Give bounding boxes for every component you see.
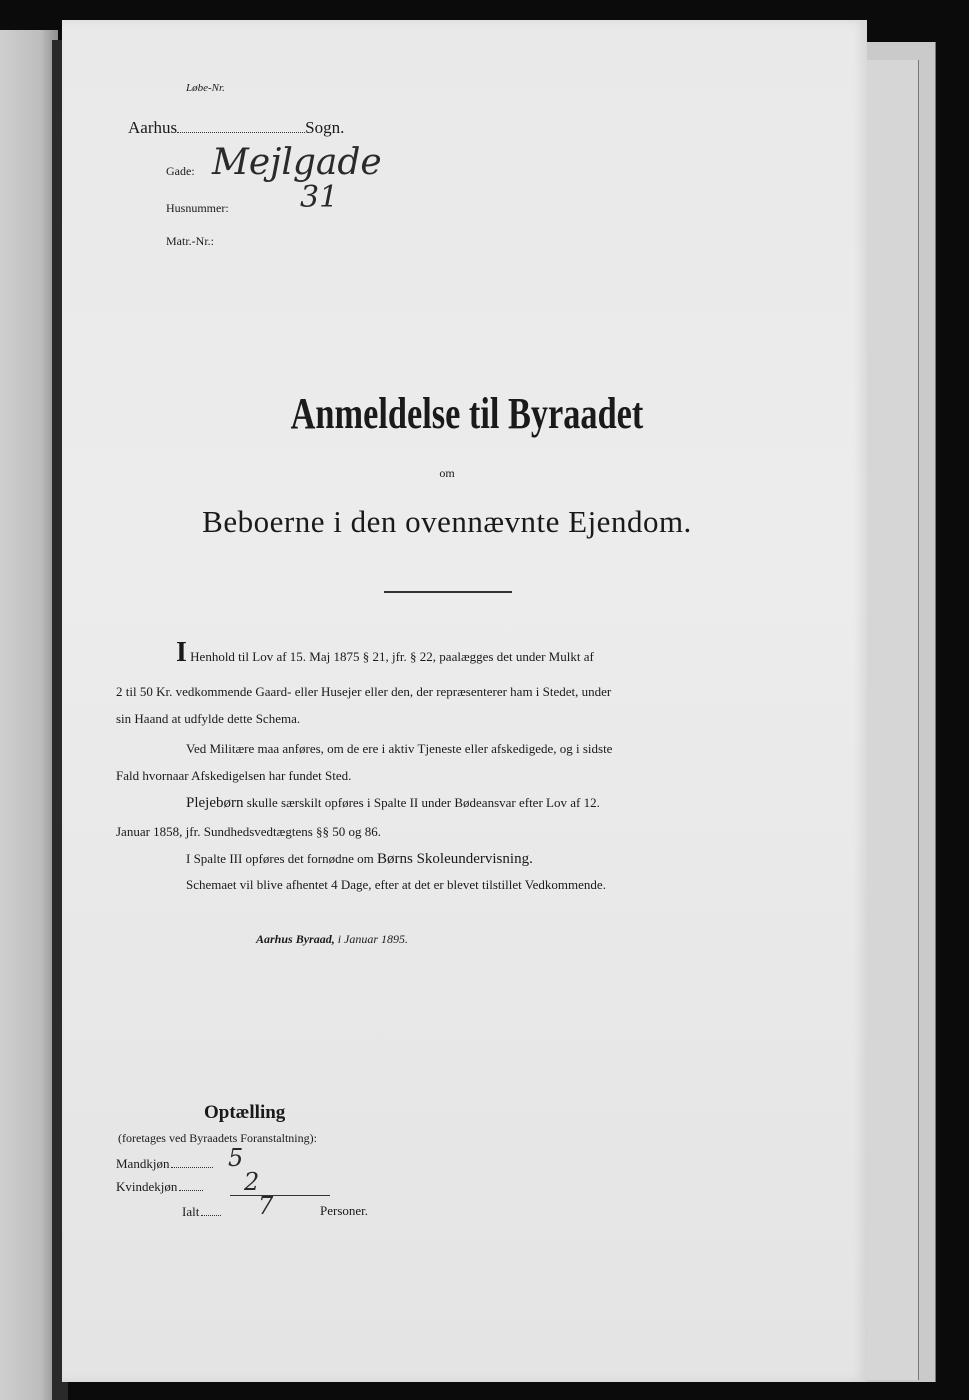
total-count-handwritten: 7 [258, 1192, 274, 1220]
parish-suffix: Sogn. [305, 118, 345, 137]
paragraph-1 [176, 637, 776, 670]
parish-name: Aarhus [128, 118, 178, 137]
male-count-handwritten: 5 [228, 1144, 244, 1172]
total-row [182, 1204, 221, 1220]
male-row [116, 1156, 213, 1172]
female-count-handwritten: 2 [244, 1168, 260, 1196]
p1-line2: 2 til 50 Kr. vedkommende Gaard- eller Husejer eller den, der repræsenterer ham i Stedet, under [116, 684, 612, 699]
document-page [62, 20, 867, 1382]
house-number-label: Husnummer: [166, 201, 229, 215]
previous-page-edge [0, 30, 58, 1400]
document-title: Anmeldelse til Byraadet [290, 389, 644, 438]
male-label: Mandkjøn [116, 1156, 170, 1171]
drop-initial: I [176, 637, 187, 668]
lobe-nr-label: Løbe-Nr. [186, 82, 225, 94]
p2-line1: Ved Militære maa anføres, om de ere i aktiv Tjeneste eller afskedigede, og i sidste [186, 741, 613, 756]
title-om: om [439, 466, 455, 480]
ornament-divider [384, 590, 512, 593]
signature-date: i Januar 1895. [337, 932, 409, 946]
p4-emph: Børns Skoleundervisning. [376, 851, 533, 867]
page-stack-edge-inner [858, 60, 919, 1380]
count-note: (foretages ved Byraadets Foranstaltning): [118, 1131, 317, 1145]
paragraph-4 [186, 846, 533, 872]
signature-line [256, 932, 408, 947]
persons-label: Personer. [320, 1203, 369, 1218]
female-row [116, 1179, 203, 1195]
street-handwritten: Mejlgade [212, 142, 382, 183]
p2-line2: Fald hvornaar Afskedigelsen har fundet Sted. [116, 768, 352, 783]
paragraph-3 [186, 790, 600, 816]
sum-line [230, 1195, 330, 1196]
signature-org: Aarhus Byraad, [256, 932, 335, 946]
total-label: Ialt [182, 1204, 200, 1219]
document-subtitle: Beboerne i den ovennævnte Ejendom. [202, 504, 692, 539]
parish-field [128, 118, 344, 138]
matr-nr-label: Matr.-Nr.: [166, 234, 214, 248]
total-dots [201, 1215, 221, 1216]
p3-line1: skulle særskilt opføres i Spalte II under Bødeansvar efter Lov af 12. [246, 795, 600, 810]
p3-lead: Plejebørn [186, 795, 244, 811]
house-number-handwritten: 31 [300, 180, 339, 215]
count-heading: Optælling [204, 1102, 286, 1123]
female-dots [179, 1190, 203, 1191]
p4-text: I Spalte III opføres det fornødne om [186, 851, 374, 866]
street-label: Gade: [166, 164, 195, 178]
p3-line2: Januar 1858, jfr. Sundhedsvedtægtens §§ 50 og 86. [116, 824, 382, 839]
p1-line3: sin Haand at udfylde dette Schema. [116, 711, 301, 726]
female-label: Kvindekjøn [116, 1179, 178, 1194]
p1-line1: Henhold til Lov af 15. Maj 1875 § 21, jfr. § 22, paalægges det under Mulkt af [190, 649, 594, 664]
parish-dotted-line [177, 132, 305, 133]
male-dots [171, 1167, 213, 1168]
p5-text: Schemaet vil blive afhentet 4 Dage, efter at det er blevet tilstillet Vedkommende. [186, 877, 606, 892]
